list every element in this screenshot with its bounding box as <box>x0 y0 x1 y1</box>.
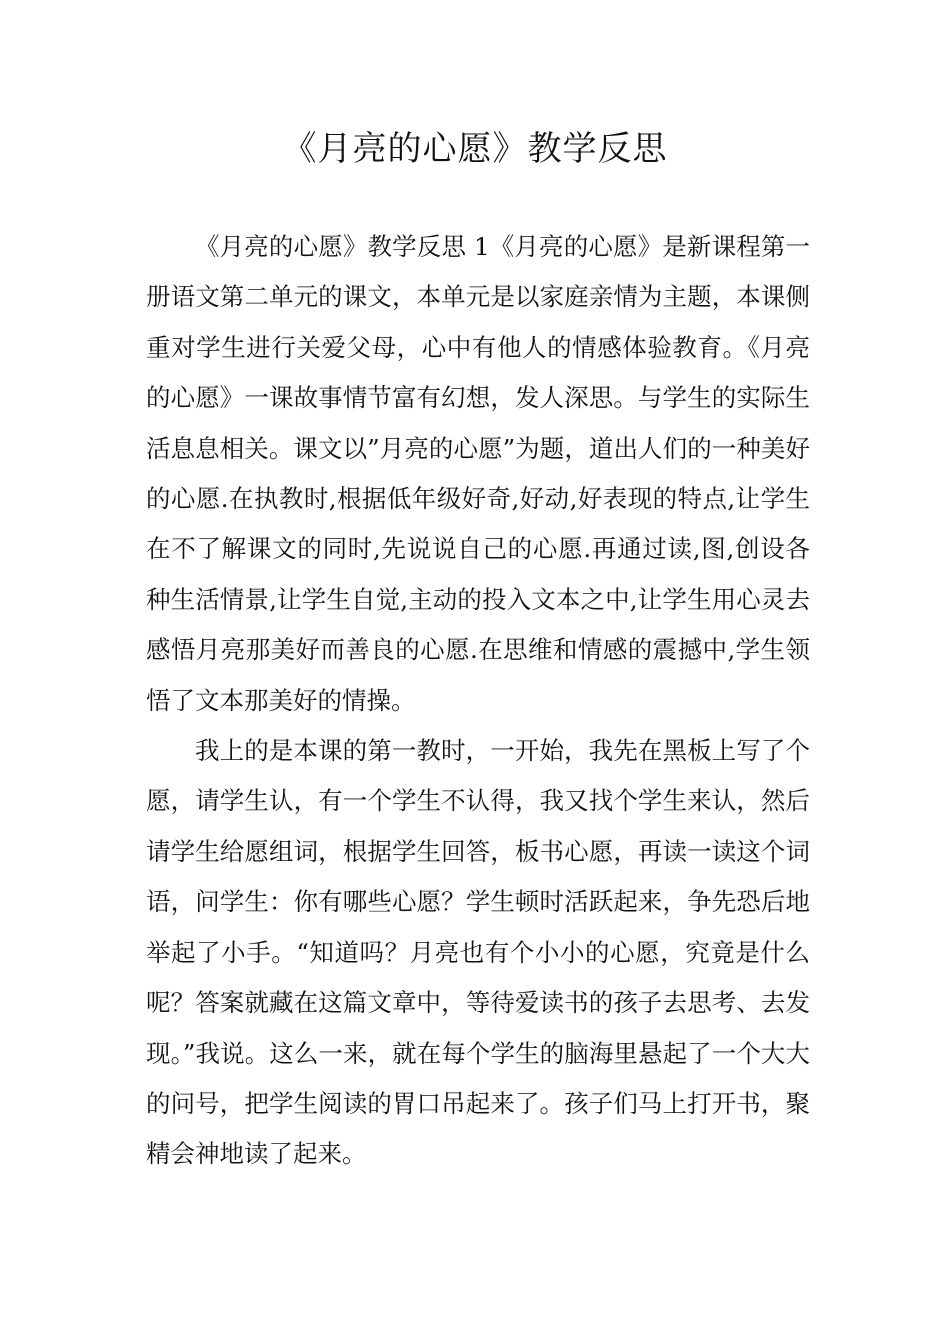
paragraph-2: 我上的是本课的第一教时，一开始，我先在黑板上写了个愿，请学生认，有一个学生不认得，我又找个学生来认，然后请学生给愿组词，根据学生回答，板书心愿，再读一读这个词语，问学生：你有哪些心愿？学生顿时活跃起来，争先恐后地举起了小手。“知道吗？月亮也有个小小的心愿，究竟是什么呢？答案就藏在这篇文章中，等待爱读书的孩子去思考、去发现。”我说。这么一来，就在每个学生的脑海里悬起了一个大大的问号，把学生阅读的胃口吊起来了。孩子们马上打开书，聚精会神地读了起来。 <box>146 736 810 1169</box>
document-body <box>146 222 810 1180</box>
page-title: 《月亮的心愿》教学反思 <box>282 129 668 169</box>
paragraph-1: 《月亮的心愿》教学反思 1《月亮的心愿》是新课程第一册语文第二单元的课文，本单元是以家庭亲情为主题，本课侧重对学生进行关爱父母，心中有他人的情感体验教育。《月亮的心愿》一课故事情节富有幻想，发人深思。与学生的实际生活息息相关。课文以”月亮的心愿”为题，道出人们的一种美好的心愿.在执教时,根据低年级好奇,好动,好表现的特点,让学生在不了解课文的同时,先说说自己的心愿.再通过读,图,创设各种生活情景,让学生自觉,主动的投入文本之中,让学生用心灵去感悟月亮那美好而善良的心愿.在思维和情感的震撼中,学生领悟了文本那美好的情操。 <box>146 232 810 715</box>
